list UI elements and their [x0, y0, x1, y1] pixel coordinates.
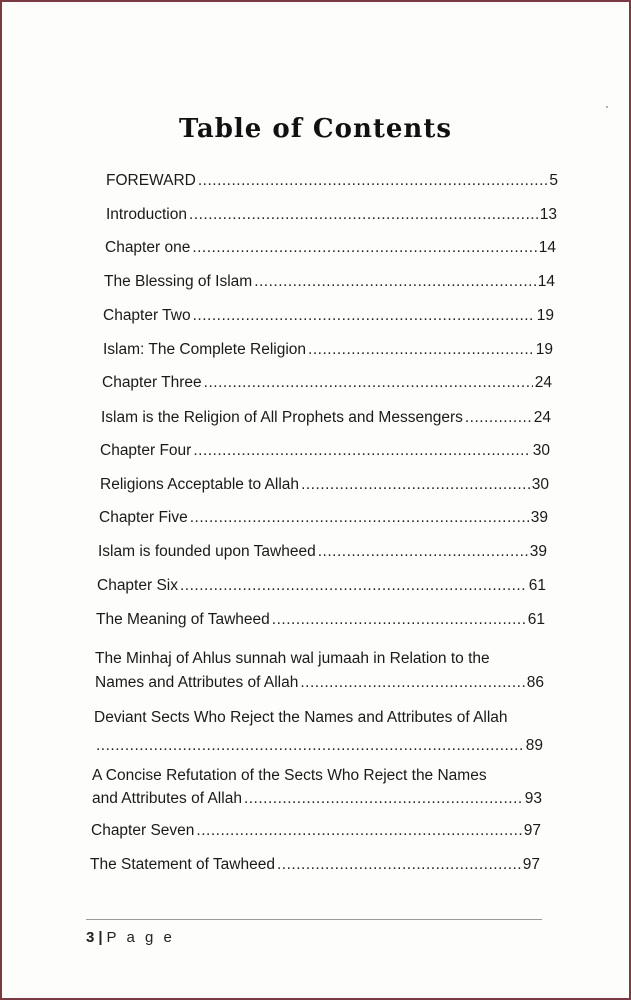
footer-rule [86, 919, 542, 920]
footer-page-label: P a g e [106, 929, 175, 946]
toc-entry [97, 577, 546, 595]
toc-entry-page: 14 [538, 239, 556, 256]
toc-leader-dots [192, 239, 536, 257]
toc-leader-dots [204, 374, 533, 392]
toc-leader-dots [308, 341, 534, 359]
toc-leader-dots [196, 822, 521, 840]
toc-leader-dots [190, 509, 529, 527]
toc-leader-dots [465, 409, 532, 427]
toc-leader-dots [272, 611, 526, 629]
toc-entry-page: 97 [523, 822, 541, 839]
toc-entry-title: and Attributes of Allah [92, 790, 242, 807]
toc-leader-dots [189, 206, 538, 224]
toc-entry-page: 30 [532, 442, 550, 459]
toc-entry [104, 273, 555, 291]
toc-entry-page: 61 [528, 577, 546, 594]
toc-leader-dots [254, 273, 536, 291]
toc-entry [98, 543, 547, 561]
toc-entry-page: 61 [527, 611, 545, 628]
toc-entry-title: Islam is the Religion of All Prophets and Messengers [101, 409, 463, 426]
table-of-contents [2, 2, 629, 998]
toc-entry-title: Islam is founded upon Tawheed [98, 543, 316, 560]
toc-entry-title: Names and Attributes of Allah [95, 674, 299, 691]
toc-entry-page: 19 [535, 341, 553, 358]
toc-entry-page: 86 [526, 674, 544, 691]
toc-entry [94, 737, 543, 755]
toc-entry-page: 93 [524, 790, 542, 807]
toc-entry [100, 476, 549, 494]
toc-entry [91, 822, 541, 840]
toc-leader-dots [318, 543, 528, 561]
page-title: Table of Contents [179, 114, 452, 144]
toc-entry-title: Islam: The Complete Religion [103, 341, 307, 358]
toc-leader-dots [277, 856, 521, 874]
page-footer [86, 929, 175, 946]
toc-leader-dots [244, 790, 523, 808]
toc-entry [103, 307, 554, 325]
toc-leader-dots [198, 172, 548, 190]
toc-entry-page: 39 [530, 509, 548, 526]
toc-entry-page: 5 [549, 172, 558, 189]
toc-entry [101, 409, 551, 427]
toc-entry [106, 206, 557, 224]
toc-entry-title-first-line: Deviant Sects Who Reject the Names and Attributes of Allah [94, 709, 508, 726]
toc-entry-page: 13 [539, 206, 557, 223]
toc-entry-title-first-line: The Minhaj of Ahlus sunnah wal jumaah in Relation to the [95, 650, 490, 667]
toc-entry-page: 24 [534, 374, 552, 391]
toc-entry-title: The Blessing of Islam [104, 273, 253, 290]
toc-entry [102, 374, 552, 392]
footer-page-number: 3 [86, 929, 95, 946]
toc-entry-page: 24 [533, 409, 551, 426]
toc-entry-title: Chapter Three [102, 374, 202, 391]
toc-entry-title: FOREWARD [106, 172, 196, 189]
toc-entry-page: 30 [531, 476, 549, 493]
toc-entry-page: 14 [537, 273, 555, 290]
toc-entry [90, 856, 540, 874]
toc-entry [105, 239, 556, 257]
toc-entry-page: 19 [536, 307, 554, 324]
toc-entry-title: Chapter one [105, 239, 191, 256]
toc-entry [106, 172, 558, 190]
toc-entry-title: Chapter Four [100, 442, 192, 459]
toc-entry-title: Chapter Six [97, 577, 178, 594]
toc-leader-dots [180, 577, 527, 595]
toc-entry-title: Chapter Five [99, 509, 188, 526]
toc-entry [95, 674, 544, 692]
toc-entry-title: Chapter Two [103, 307, 191, 324]
toc-entry-page: 97 [522, 856, 540, 873]
toc-leader-dots [193, 442, 530, 460]
toc-leader-dots [301, 476, 530, 494]
toc-leader-dots [300, 674, 524, 692]
toc-entry-page: 89 [525, 737, 543, 754]
toc-leader-dots [193, 307, 535, 325]
toc-entry [100, 442, 550, 460]
toc-entry-title-first-line: A Concise Refutation of the Sects Who Reject the Names [92, 767, 487, 784]
toc-leader-dots [96, 737, 524, 755]
toc-entry-title: The Statement of Tawheed [90, 856, 275, 873]
toc-entry [92, 790, 542, 808]
toc-entry [103, 341, 553, 359]
toc-entry-page: 39 [529, 543, 547, 560]
toc-entry-title: Introduction [106, 206, 187, 223]
toc-entry [96, 611, 545, 629]
toc-entry [99, 509, 548, 527]
toc-entry-title: The Meaning of Tawheed [96, 611, 270, 628]
toc-entry-title: Chapter Seven [91, 822, 195, 839]
footer-separator: | [98, 929, 103, 946]
toc-entry-title: Religions Acceptable to Allah [100, 476, 300, 493]
